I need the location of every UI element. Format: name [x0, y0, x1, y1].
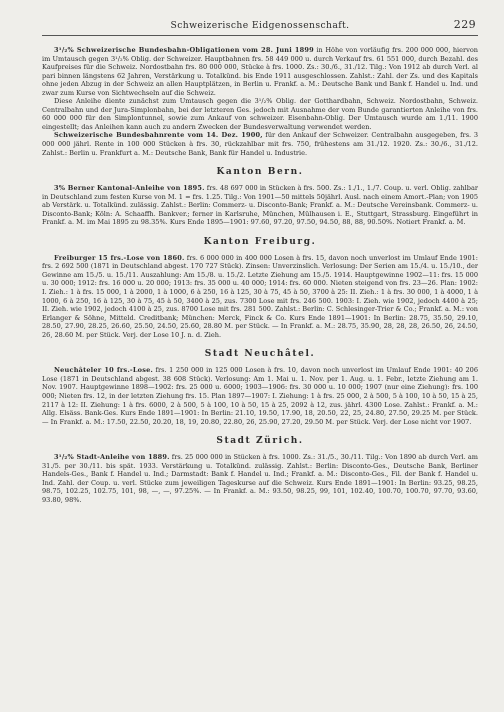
header-rule [42, 35, 478, 36]
entry-text: frs. 6 000 000 in 400 000 Losen à frs. 15, davon noch unverlost im Umlauf Ende 1901: frs. 2 692 500 (1871 in Deutschland abgest. 170 727 Stück). Zinsen: Unverzinslich. Verlosung: Der Serien am 15./4. u. 15./10., der Gewinne am 15./5. u. 15./11. Auszahlung: Am 15./8. u. 15./2. Letzte Ziehung am 15./5. 1914. Hauptgewinne 1902—11: frs. 15 000 u. 30 000; 1912: frs. 16 000 u. 20 000; 1913: frs. 35 000 u. 40 000; 1914: frs. 60 000. Nieten steigend von frs. 23—26. Plan: 1902: I. Zieh.: 1 à frs. 15 000, 1 à 2000, 1 à 1000, 6 à 250, 16 à 125, 30 à 75, 45 à 50, 3700 à 25: II. Zieh.: 1 à frs. 30 000, 1 à 4000, 1 à 1000, 6 à 250, 16 à 125, 30 à 75, 45 à 50, 3400 à 25, zus. 7300 Lose mit frs. 246 500. 1903: I. Zieh. wie 1902, jedoch 4400 à 25; II. Zieh. wie 1902, jedoch 4100 à 25, zus. 8700 Lose mit frs. 281 500. Zahlst.: Berlin: C. Schlesinger-Trier & Co.; Frankf. a. M.: von Erlanger & Söhne, Mitteld. Creditbank; München: Merck, Finck & Co. Kurs Ende 1891—1901: In Berlin: 28.75, 35.50, 29.10, 28.50, 27.90, 28.25, 26.60, 25.50, 24.50, 25.60, 28.80 M. per Stück. — In Frankf. a. M.: 28.75, 35.90, 28, 28, 28, 26.50, 26, 24.50, 26, 28.60 M. per Stück. Verj. der Lose 10 J. n. d. Zieh. [42, 253, 478, 339]
entry-title: Schweizerische Bundesbahnrente vom 14. Dez. 1900, [54, 131, 263, 140]
page-number: 229 [453, 18, 476, 31]
entry-title: 3¹/₂% Schweizerische Bundesbahn-Obligationen vom 28. Juni 1899 [54, 46, 314, 54]
paragraph-zuercher-anleihe [42, 453, 478, 504]
paragraph-umtausch [42, 97, 478, 131]
paragraph-freiburger-lose [42, 254, 478, 339]
entry-text: frs. 25 000 000 in Stücken à frs. 1000. Zs.: 31./5., 30./11. Tilg.: Von 1890 ab durch Verl. am 31./5. per 30./11. bis spät. 1933. Verstärkung u. Totalkünd. zulässig. Zahlst.: Berlin: Disconto-Ges., Deutsche Bank, Berliner Handels-Ges., Bank f. Handel u. Ind.; Darmstadt: Bank f. Handel u. Ind.; Frankf. a. M.: Disconto-Ges., Fil. der Bank f. Handel u. Ind. Zahl. der Coup. u. verl. Stücke zum jeweiligen Tageskurse auf die Schweiz. Kurs Ende 1891—1901: In Berlin: 93.25, 98.25, 98.75, 102.25, 102.75, 101, 98, —, —, 97.25%. — In Frankf. a. M.: 93.50, 98.25, 99, 101, 102.40, 100.70, 100.70, 97.70, 93.60, 93.80, 98%. [42, 453, 478, 504]
section-heading-kanton-bern: Kanton Bern. [216, 167, 304, 178]
entry-title: Freiburger 15 frs.-Lose von 1860. [54, 253, 185, 262]
entry-text: in Höhe von vorläufig frs. 200 000 000, hiervon im Umtausch gegen 3¹/₂% Oblig. der Schweizer. Hauptbahnen frs. 58 449 000 u. durch Verkauf frs. 61 551 000, durch Bezahl. des Kaufpreises für die Schweiz. Nordostbahn frs. 80 000 000, Stücke à frs. 1000. Zs.: 30./6., 31./12. Tilg.: Von 1912 ab durch Verl. al pari binnen längstens 62 Jahren, Verstärkung u. Totalkünd. bis Ende 1911 ausgeschlossen. Zahlst.: Zahl. der Zs. und des Kapitals ohne jeden Abzug in der Schweiz an allen Hauptplätzen, in Berlin u. Frankf. a. M.: Deutsche Bank und Bank f. Handel u. Ind. und zwar zum Kurse von Sichtwechseln auf die Schweiz. [42, 46, 478, 97]
paragraph-bundesbahn-obligationen [42, 46, 478, 97]
entry-title: 3¹/₂% Stadt-Anleihe von 1889. [54, 453, 170, 462]
paragraph-bundesbahnrente [42, 131, 478, 157]
section-heading-kanton-freiburg: Kanton Freiburg. [203, 236, 317, 247]
paragraph-berner-anleihe [42, 184, 478, 227]
paragraph-neuchateler-lose [42, 366, 478, 426]
entry-title: Neuchâteler 10 frs.-Lose. [54, 366, 153, 375]
entry-text: frs. 1 250 000 in 125 000 Losen à frs. 10, davon noch unverlost im Umlauf Ende 1901: 40 206 Lose (1871 in Deutschland abgest. 38 608 Stück). Verlosung: Am 1. Mai u. 1. Nov. per 1. Aug. u. 1. Febr., letzte Ziehung am 1. Nov. 1907. Hauptgewinne 1898—1902: frs. 25 000 u. 6000; 1903—1906: frs. 30 000 u. 10 000; 1907 (nur eine Ziehung): frs. 100 000; Nieten frs. 12, in der letzten Ziehung frs. 15. Plan 1897—1907: I. Ziehung: 1 à frs. 25 000, 2 à 500, 5 à 100, 10 à 50, 15 à 25, 2117 à 12: II. Ziehung: 1 à frs. 6000, 2 à 500, 5 à 100, 10 à 50, 15 à 25, 2092 à 12, zus. jährl. 4300 Lose. Zahlst.: Frankf. a. M.: Allg. Elsäss. Bank-Ges. Kurs Ende 1891—1901: In Berlin: 21.10, 19.50, 17.90, 18, 20.50, 22, 25, 24.80, 27.50, 29.25 M. per Stück. — In Frankf. a. M.: 17.50, 22.50, 20.20, 18, 19, 20.80, 22.80, 26, 25.90, 27.20, 29.50 M. per Stück. Verj. der Lose nicht vor 1907. [42, 366, 479, 426]
entry-text: frs. 48 697 000 in Stücken à frs. 500. Zs.: 1./1., 1./7. Coup. u. verl. Oblig. zahlbar in Deutschland zum festen Kurse von M. 1 = frs. 1.25. Tilg.: Von 1901—50 mittels 50jährl. Ausl. nach einem Amort.-Plan; von 1905 ab Verstärk. u. Totalkünd. zulässig. Zahlst.: Berlin: Commerz- u. Disconto-Bank; Frankf. a. M.: Deutsche Vereinsbank. Commerz- u. Disconto-Bank; Köln: A. Schaaffh. Bankver.; ferner in Karlsruhe, München, Mülhausen i. E., Stuttgart, Strassburg. Eingeführt in Frankf. a. M. im Mai 1895 zu 98.35%. Kurs Ende 1895—1901: 97.60, 97.20, 97.50, 94.50, 88, 88, 90.50%. Notiert Frankf. a. M. [42, 184, 478, 227]
section-heading-stadt-neuchatel: Stadt Neuchâtel. [204, 349, 316, 360]
entry-title: 3% Berner Kantonal-Anleihe von 1895. [54, 184, 205, 193]
entry-text: Diese Anleihe diente zunächst zum Umtausch gegen die 3¹/₂% Oblig. der Gotthardbahn, Schweiz. Nordostbahn, Schweiz. Centralbahn und der Jura-Simplonbahn, bei der letzteren Ges. jedoch mit Ausnahme der vom Bunde garantierten Anleihe von frs. 60 000 000 für den Simplontunnel, sowie zum Ankauf von schweizer. Eisenbahn-Oblig. Der Umtausch wurde am 1./11. 1900 eingestellt; das Anleihen kann auch zu andern Zwecken der Bundesverwaltung verwendet werden. [42, 97, 478, 131]
section-heading-stadt-zurich: Stadt Zürich. [216, 436, 304, 447]
running-title: Schweizerische Eidgenossenschaft. [170, 20, 350, 31]
entry-text: für den Ankauf der Schweizer. Centralbahn ausgegeben, frs. 3 000 000 jährl. Rente in 100 000 Stücken à frs. 30, rückzahlbar mit frs. 750, frühestens am 31./12. 1920. Zs.: 30./6., 31./12. Zahlst.: Berlin u. Frankfurt a. M.: Deutsche Bank, Bank für Handel u. Industrie. [42, 131, 478, 157]
running-header [42, 18, 478, 34]
